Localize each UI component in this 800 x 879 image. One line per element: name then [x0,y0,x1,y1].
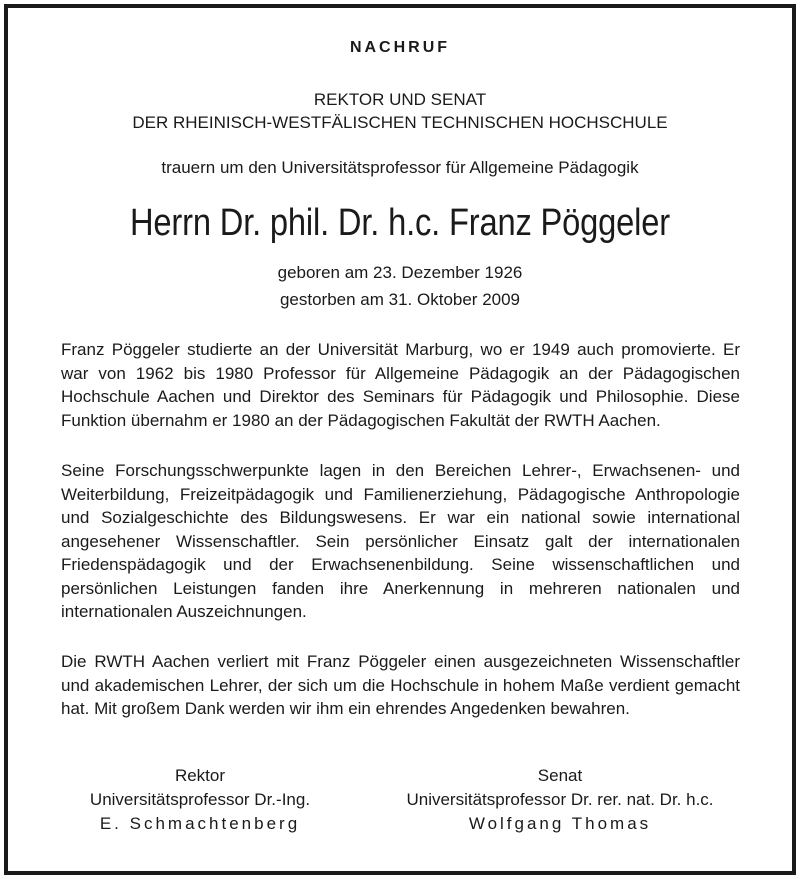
biography-paragraph-2: Seine Forschungsschwerpunkte lagen in den Bereichen Lehrer-, Erwachsenen- und Weiterbildung, Freizeitpädagogik und Familienerziehung, Pädagogische Anthropologie und Sozialgeschichte des Bildungswesens. Er war ein national sowie international angesehener Wissenschaftler. Sein persönlicher Einsatz galt der internationalen Friedenspädagogik und der Erwachsenenbildung. Seine wissenschaftlichen und persönlichen Leistungen fanden ihre Anerkennung in mehreren nationalen und internationalen Auszeichnungen. [61,461,740,621]
signature-senate-title: Universitätsprofessor Dr. rer. nat. Dr. h.c. [406,790,714,809]
mourners-line-2: DER RHEINISCH-WESTFÄLISCHEN TECHNISCHEN HOCHSCHULE [132,113,668,132]
signature-senate-name: Wolfgang Thomas [468,814,652,833]
signature-rector [50,764,350,836]
signature-rector-name: E. Schmachtenberg [99,814,301,833]
biography-paragraph-3: Die RWTH Aachen verliert mit Franz Pöggeler einen ausgezeichneten Wissenschaftler und akademischen Lehrer, der sich um die Hochschule in hohem Maße verdient gemacht hat. Mit großem Dank werden wir ihm ein ehrendes Angedenken bewahren. [61,652,740,718]
mourners-line-1: REKTOR UND SENAT [313,90,487,109]
notice-heading: NACHRUF [349,39,451,56]
death-date: gestorben am 31. Oktober 2009 [279,290,521,309]
notice-border [4,4,796,875]
signature-senate-role: Senat [537,766,583,785]
signature-rector-role: Rektor [174,766,226,785]
intro-line: trauern um den Universitätsprofessor für Allgemeine Pädagogik [161,158,639,177]
deceased-name: Herrn Dr. phil. Dr. h.c. Franz Pöggeler [130,202,670,244]
signature-senate [360,764,760,836]
biography-paragraph-1: Franz Pöggeler studierte an der Universität Marburg, wo er 1949 auch promovierte. Er war von 1962 bis 1980 Professor für Allgemeine Pädagogik an der Pädagogischen Hochschule Aachen und Direktor des Seminars für Pädagogik und Philosophie. Diese Funktion übernahm er 1980 an der Pädagogischen Fakultät der RWTH Aachen. [61,340,740,430]
signature-rector-title: Universitätsprofessor Dr.-Ing. [89,790,311,809]
birth-date: geboren am 23. Dezember 1926 [277,263,523,282]
